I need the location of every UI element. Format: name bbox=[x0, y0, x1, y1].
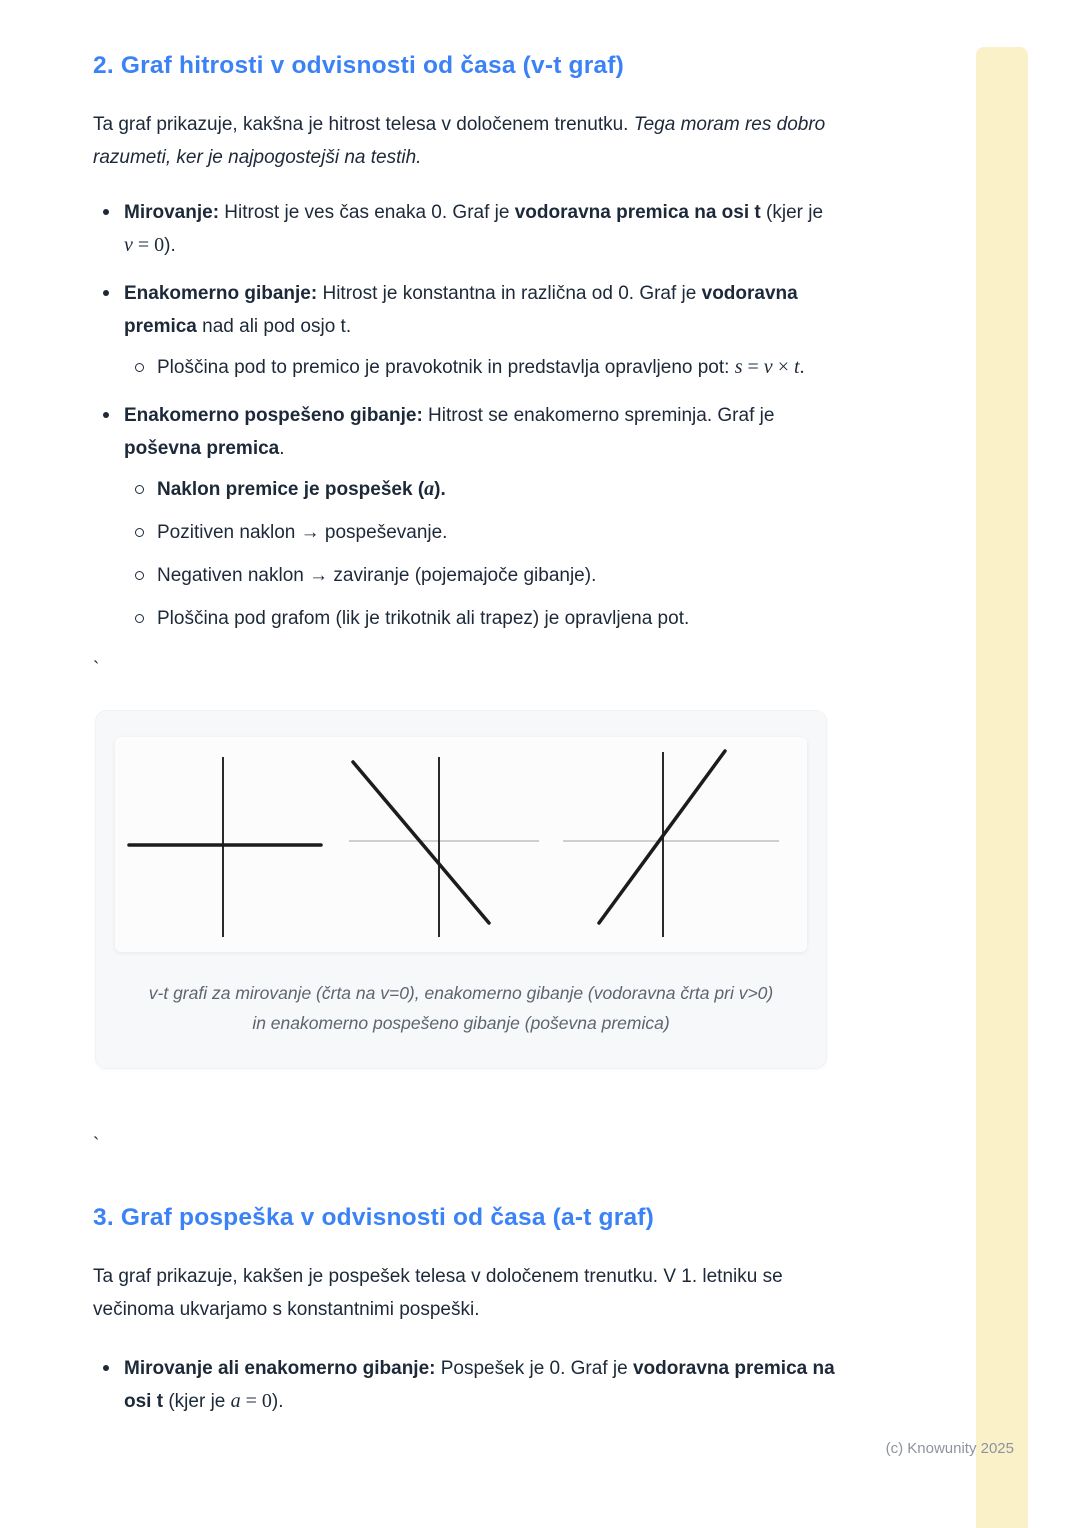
bullet-mirovanje-ali-enakomerno bbox=[93, 1352, 835, 1418]
sub-bullet-list bbox=[124, 473, 835, 635]
section-heading-at: 3. Graf pospeška v odvisnosti od časa (a-t graf) bbox=[93, 1204, 655, 1231]
graph-negative-slope-line bbox=[349, 757, 539, 937]
copyright-note: (c) Knowunity 2025 bbox=[885, 1440, 1014, 1457]
bullet-enakomerno-gibanje bbox=[93, 277, 835, 384]
bullet-text: Mirovanje ali enakomerno gibanje: Pospešek je 0. Graf je vodoravna premica na osi t (kjer je a = 0). bbox=[124, 1358, 835, 1412]
vt-bullet-list bbox=[93, 196, 835, 635]
sub-bullet-text: Negativen naklon → zaviranje (pojemajoče gibanje). bbox=[157, 565, 597, 586]
intro-paragraph-vt: Ta graf prikazuje, kakšna je hitrost telesa v določenem trenutku. Tega moram res dobro razumeti, ker je najpogostejši na testih. bbox=[93, 114, 826, 168]
bullet-text: Mirovanje: Hitrost je ves čas enaka 0. Graf je vodoravna premica na osi t (kjer je v = 0). bbox=[124, 202, 824, 256]
figure-card bbox=[95, 710, 827, 1069]
stray-backtick: ` bbox=[93, 1135, 100, 1156]
yellow-edge-stripe bbox=[976, 47, 1028, 1528]
graph-horizontal-line-on-axis bbox=[129, 757, 321, 937]
sub-bullet-text: Ploščina pod grafom (lik je trikotnik ali trapez) je opravljena pot. bbox=[157, 608, 690, 629]
at-bullet-list bbox=[93, 1352, 835, 1418]
sub-bullet-negativen-naklon bbox=[124, 559, 835, 592]
vt-graphs-image bbox=[115, 737, 807, 952]
sub-bullet-text: Pozitiven naklon → pospeševanje. bbox=[157, 522, 448, 543]
vt-graphs-svg bbox=[115, 737, 807, 952]
sub-bullet-list bbox=[124, 351, 835, 384]
sub-bullet-text: Ploščina pod to premico je pravokotnik in predstavlja opravljeno pot: s = v × t. bbox=[157, 356, 805, 378]
bullet-mirovanje bbox=[93, 196, 835, 262]
bullet-text: Enakomerno pospešeno gibanje: Hitrost se enakomerno spreminja. Graf je poševna premica. bbox=[124, 405, 775, 459]
stray-backtick: ` bbox=[93, 659, 100, 680]
section-heading-vt: 2. Graf hitrosti v odvisnosti od časa (v-t graf) bbox=[93, 52, 625, 79]
sub-bullet-naklon bbox=[124, 473, 835, 506]
sub-bullet-ploscina-trikotnik bbox=[124, 602, 835, 635]
sub-bullet-text: Naklon premice je pospešek (a). bbox=[157, 478, 446, 500]
sub-bullet-pozitiven-naklon bbox=[124, 516, 835, 549]
bullet-text: Enakomerno gibanje: Hitrost je konstantna in različna od 0. Graf je vodoravna premica nad ali pod osjo t. bbox=[124, 283, 798, 337]
figure-caption: v-t grafi za mirovanje (črta na v=0), enakomerno gibanje (vodoravna črta pri v>0) in enakomerno pospešeno gibanje (poševna premica) bbox=[148, 983, 774, 1033]
intro-paragraph-at: Ta graf prikazuje, kakšen je pospešek telesa v določenem trenutku. V 1. letniku se večinoma ukvarjamo s konstantnimi pospeški. bbox=[93, 1266, 783, 1320]
graph-positive-slope-line bbox=[563, 751, 779, 937]
sub-bullet-ploscina-pravokotnik bbox=[124, 351, 835, 384]
bullet-pospeseno-gibanje bbox=[93, 399, 835, 635]
notes-content bbox=[93, 0, 835, 1418]
